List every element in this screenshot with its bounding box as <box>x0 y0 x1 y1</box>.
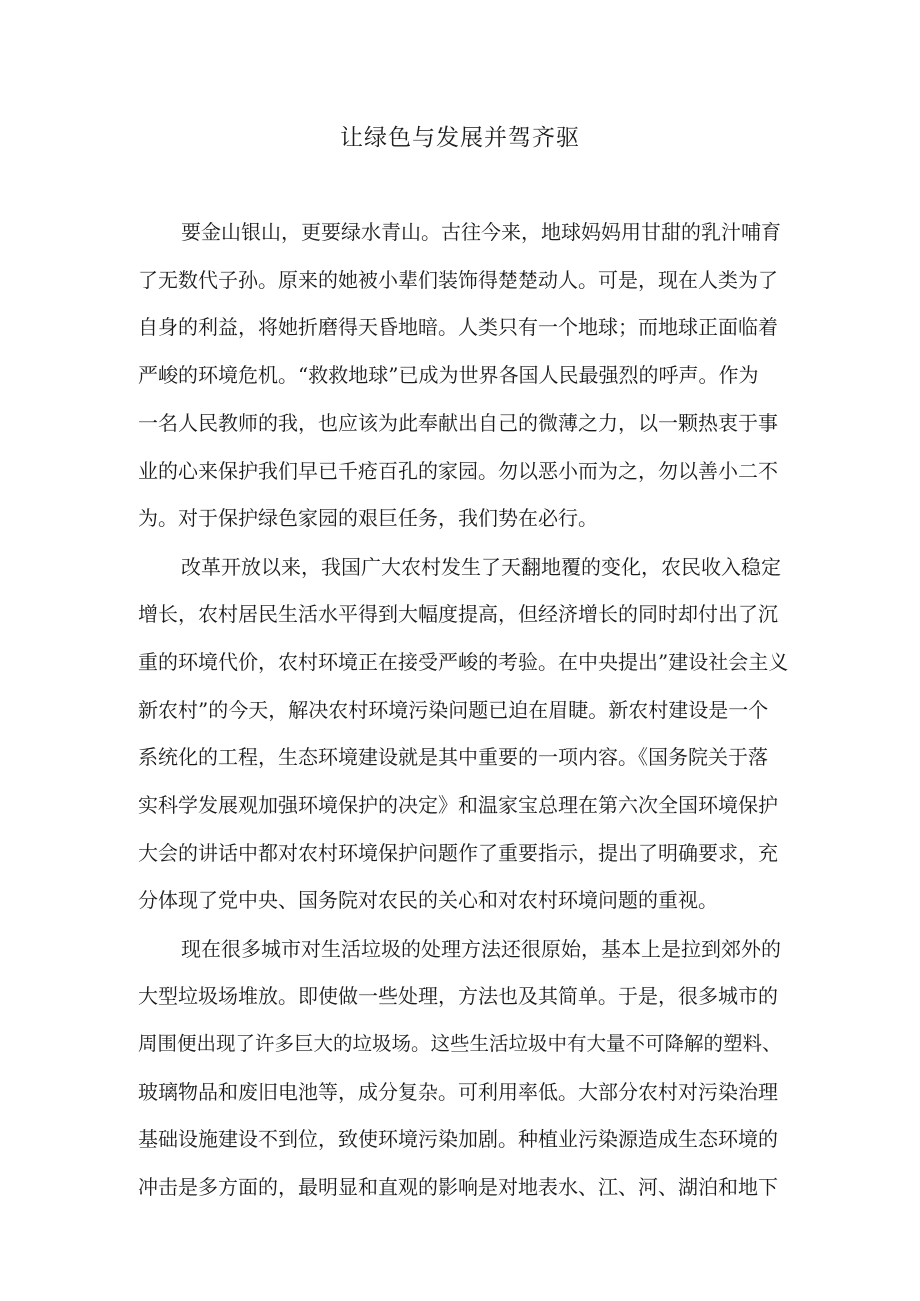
document-title: 让绿色与发展并驾齐驱 <box>340 125 580 151</box>
paragraph-3-line-3: 周围便出现了许多巨大的垃圾场。这些生活垃圾中有大量不可降解的塑料、 <box>138 1032 782 1055</box>
paragraph-2-line-3: 重的环境代价，农村环境正在接受严峻的考验。在中央提出”建设社会主义 <box>138 650 789 674</box>
paragraph-1-line-5: 一名人民教师的我，也应该为此奉献出自己的微薄之力，以一颗热衷于事 <box>138 411 778 435</box>
paragraph-1-line-7: 为。对于保护绿色家园的艰巨任务，我们势在必行。 <box>138 506 598 530</box>
paragraph-2-line-2: 增长，农村居民生活水平得到大幅度提高，但经济增长的同时却付出了沉 <box>138 602 778 626</box>
paragraph-1-line-6: 业的心来保护我们早已千疮百孔的家园。勿以恶小而为之，勿以善小二不 <box>138 459 778 483</box>
paragraph-3-line-6: 冲击是多方面的，最明显和直观的影响是对地表水、江、河、湖泊和地下 <box>138 1175 778 1199</box>
paragraph-3-line-2: 大型垃圾场堆放。即使做一些处理，方法也及其简单。于是，很多城市的 <box>138 984 778 1008</box>
paragraph-2-line-5: 系统化的工程，生态环境建设就是其中重要的一项内容。《国务院关于落 <box>138 745 768 769</box>
paragraph-2-line-4: 新农村”的今天，解决农村环境污染问题已迫在眉睫。新农村建设是一个 <box>138 698 769 722</box>
paragraph-3-line-5: 基础设施建设不到位，致使环境污染加剧。种植业污染源造成生态环境的 <box>138 1127 778 1151</box>
paragraph-1-line-2: 了无数代子孙。原来的她被小辈们装饰得楚楚动人。可是，现在人类为了 <box>138 268 778 292</box>
paragraph-2-line-1: 改革开放以来，我国广大农村发生了天翻地覆的变化，农民收入稳定 <box>181 555 781 579</box>
paragraph-2-line-6: 实科学发展观加强环境保护的决定》和温家宝总理在第六次全国环境保护 <box>138 793 778 817</box>
paragraph-1-line-4: 严峻的环境危机。“救救地球”已成为世界各国人民最强烈的呼声。作为 <box>138 363 759 387</box>
paragraph-2-line-8: 分体现了党中央、国务院对农民的关心和对农村环境问题的重视。 <box>138 888 718 912</box>
paragraph-1-line-1: 要金山银山，更要绿水青山。古往今来，地球妈妈用甘甜的乳汁哺育 <box>181 220 781 244</box>
paragraph-3-line-4: 玻璃物品和废旧电池等，成分复杂。可利用率低。大部分农村对污染治理 <box>138 1080 778 1104</box>
paragraph-3-line-1: 现在很多城市对生活垃圾的处理方法还很原始，基本上是拉到郊外的 <box>181 937 781 961</box>
paragraph-1-line-3: 自身的利益，将她折磨得天昏地暗。人类只有一个地球；而地球正面临着 <box>138 315 778 339</box>
paragraph-2-line-7: 大会的讲话中都对农村环境保护问题作了重要指示，提出了明确要求，充 <box>138 841 778 865</box>
